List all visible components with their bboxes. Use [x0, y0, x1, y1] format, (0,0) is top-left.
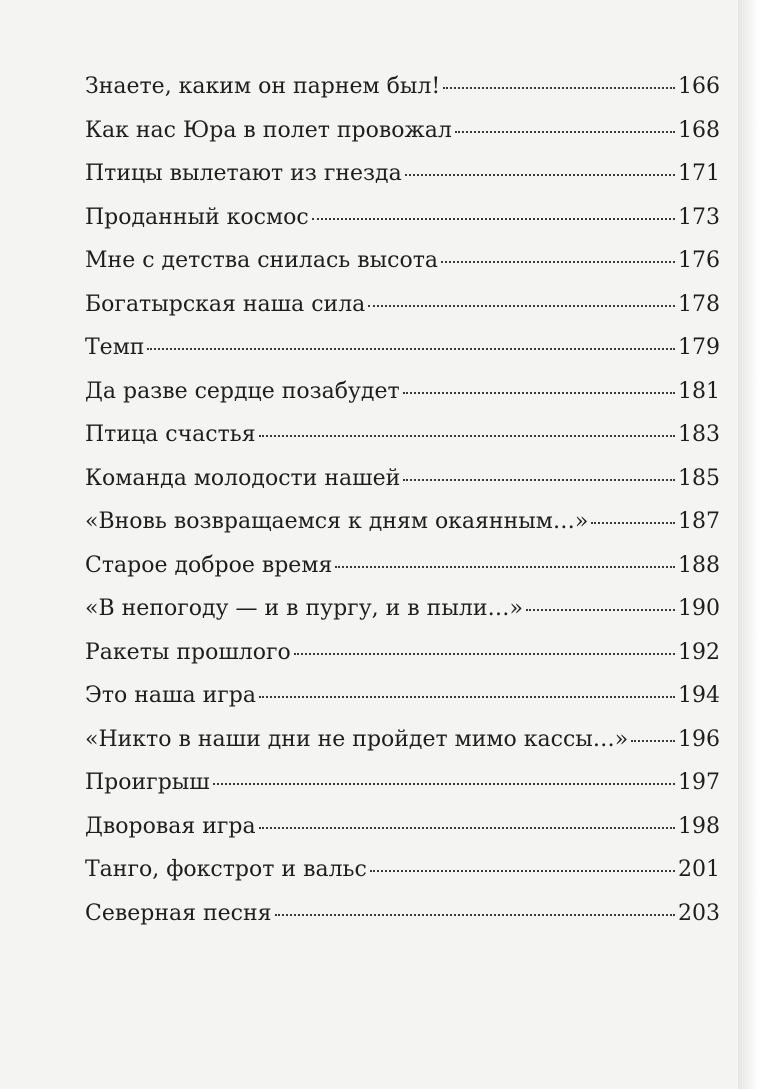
toc-entry — [85, 379, 720, 423]
toc-dot-leader — [213, 783, 675, 785]
toc-entry-page: 176 — [678, 248, 720, 273]
toc-entry-title: Проигрыш — [85, 770, 210, 795]
toc-dot-leader — [441, 261, 675, 263]
toc-entry-page: 181 — [678, 378, 720, 404]
toc-entry-page: 187 — [678, 509, 720, 534]
toc-entry — [85, 727, 720, 771]
toc-entry-page: 166 — [678, 74, 720, 99]
toc-entry-page: 192 — [678, 639, 720, 665]
toc-entry-title: Знаете, каким он парнем был! — [85, 74, 441, 99]
toc-entry-title: Проданный космос — [85, 204, 309, 230]
toc-entry — [85, 640, 720, 684]
toc-entry — [85, 248, 720, 292]
toc-entry-title: Старое доброе время — [85, 552, 333, 578]
toc-dot-leader — [591, 522, 675, 524]
toc-entry-title: «В непогоду — и в пургу, и в пыли…» — [85, 596, 523, 621]
toc-entry-title: Да разве сердце позабудет — [85, 378, 400, 404]
toc-entry — [85, 901, 720, 945]
toc-entry-title: Дворовая игра — [85, 813, 256, 839]
toc-dot-leader — [370, 870, 675, 872]
toc-dot-leader — [294, 653, 675, 655]
toc-entry-page: 173 — [678, 204, 720, 230]
toc-dot-leader — [368, 305, 675, 307]
toc-entry — [85, 814, 720, 858]
table-of-contents — [85, 74, 720, 944]
toc-dot-leader — [312, 218, 675, 220]
toc-entry — [85, 553, 720, 597]
toc-dot-leader — [403, 392, 675, 394]
toc-dot-leader — [405, 174, 675, 176]
toc-dot-leader — [443, 87, 675, 89]
toc-entry-page: 185 — [678, 465, 720, 491]
toc-entry-title: «Никто в наши дни не пройдет мимо кассы…» — [85, 726, 629, 752]
toc-entry-title: Как нас Юра в полет провожал — [85, 117, 452, 143]
toc-entry-page: 201 — [678, 857, 720, 882]
toc-entry — [85, 118, 720, 162]
toc-entry-title: Темп — [85, 335, 145, 360]
toc-dot-leader — [259, 827, 675, 829]
toc-entry — [85, 509, 720, 553]
toc-entry-title: Птицы вылетают из гнезда — [85, 161, 402, 186]
toc-entry — [85, 292, 720, 336]
toc-entry-title: Танго, фокстрот и вальс — [85, 857, 367, 882]
toc-entry-page: 178 — [678, 291, 720, 317]
toc-entry — [85, 335, 720, 379]
page-edge — [738, 0, 759, 1089]
toc-entry — [85, 770, 720, 814]
toc-entry-title: Мне с детства снилась высота — [85, 248, 439, 273]
toc-entry-title: Северная песня — [85, 900, 272, 926]
toc-entry-page: 183 — [678, 422, 720, 447]
toc-entry-page: 171 — [678, 161, 720, 186]
toc-entry — [85, 466, 720, 510]
toc-entry-page: 190 — [678, 596, 720, 621]
toc-entry-title: «Вновь возвращаемся к дням окаянным…» — [85, 509, 589, 534]
toc-dot-leader — [275, 914, 675, 916]
toc-entry-page: 196 — [678, 726, 720, 752]
toc-entry — [85, 596, 720, 640]
toc-entry — [85, 74, 720, 118]
toc-dot-leader — [631, 740, 675, 742]
toc-entry-page: 203 — [678, 900, 720, 926]
toc-entry-title: Птица счастья — [85, 422, 256, 447]
toc-entry-page: 168 — [678, 117, 720, 143]
toc-entry-page: 188 — [678, 552, 720, 578]
toc-entry — [85, 857, 720, 901]
toc-entry-title: Это наша игра — [85, 683, 256, 708]
toc-entry-title: Команда молодости нашей — [85, 465, 401, 491]
toc-dot-leader — [335, 566, 675, 568]
toc-entry-page: 197 — [678, 770, 720, 795]
toc-dot-leader — [526, 609, 675, 611]
toc-dot-leader — [259, 696, 675, 698]
toc-dot-leader — [147, 348, 675, 350]
toc-entry — [85, 161, 720, 205]
toc-entry-page: 179 — [678, 335, 720, 360]
toc-entry-page: 194 — [678, 683, 720, 708]
toc-entry — [85, 422, 720, 466]
toc-entry — [85, 683, 720, 727]
toc-dot-leader — [455, 131, 675, 133]
toc-entry-page: 198 — [678, 813, 720, 839]
toc-entry-title: Богатырская наша сила — [85, 291, 366, 317]
toc-entry — [85, 205, 720, 249]
toc-entry-title: Ракеты прошлого — [85, 639, 291, 665]
toc-dot-leader — [403, 479, 675, 481]
toc-dot-leader — [259, 435, 675, 437]
